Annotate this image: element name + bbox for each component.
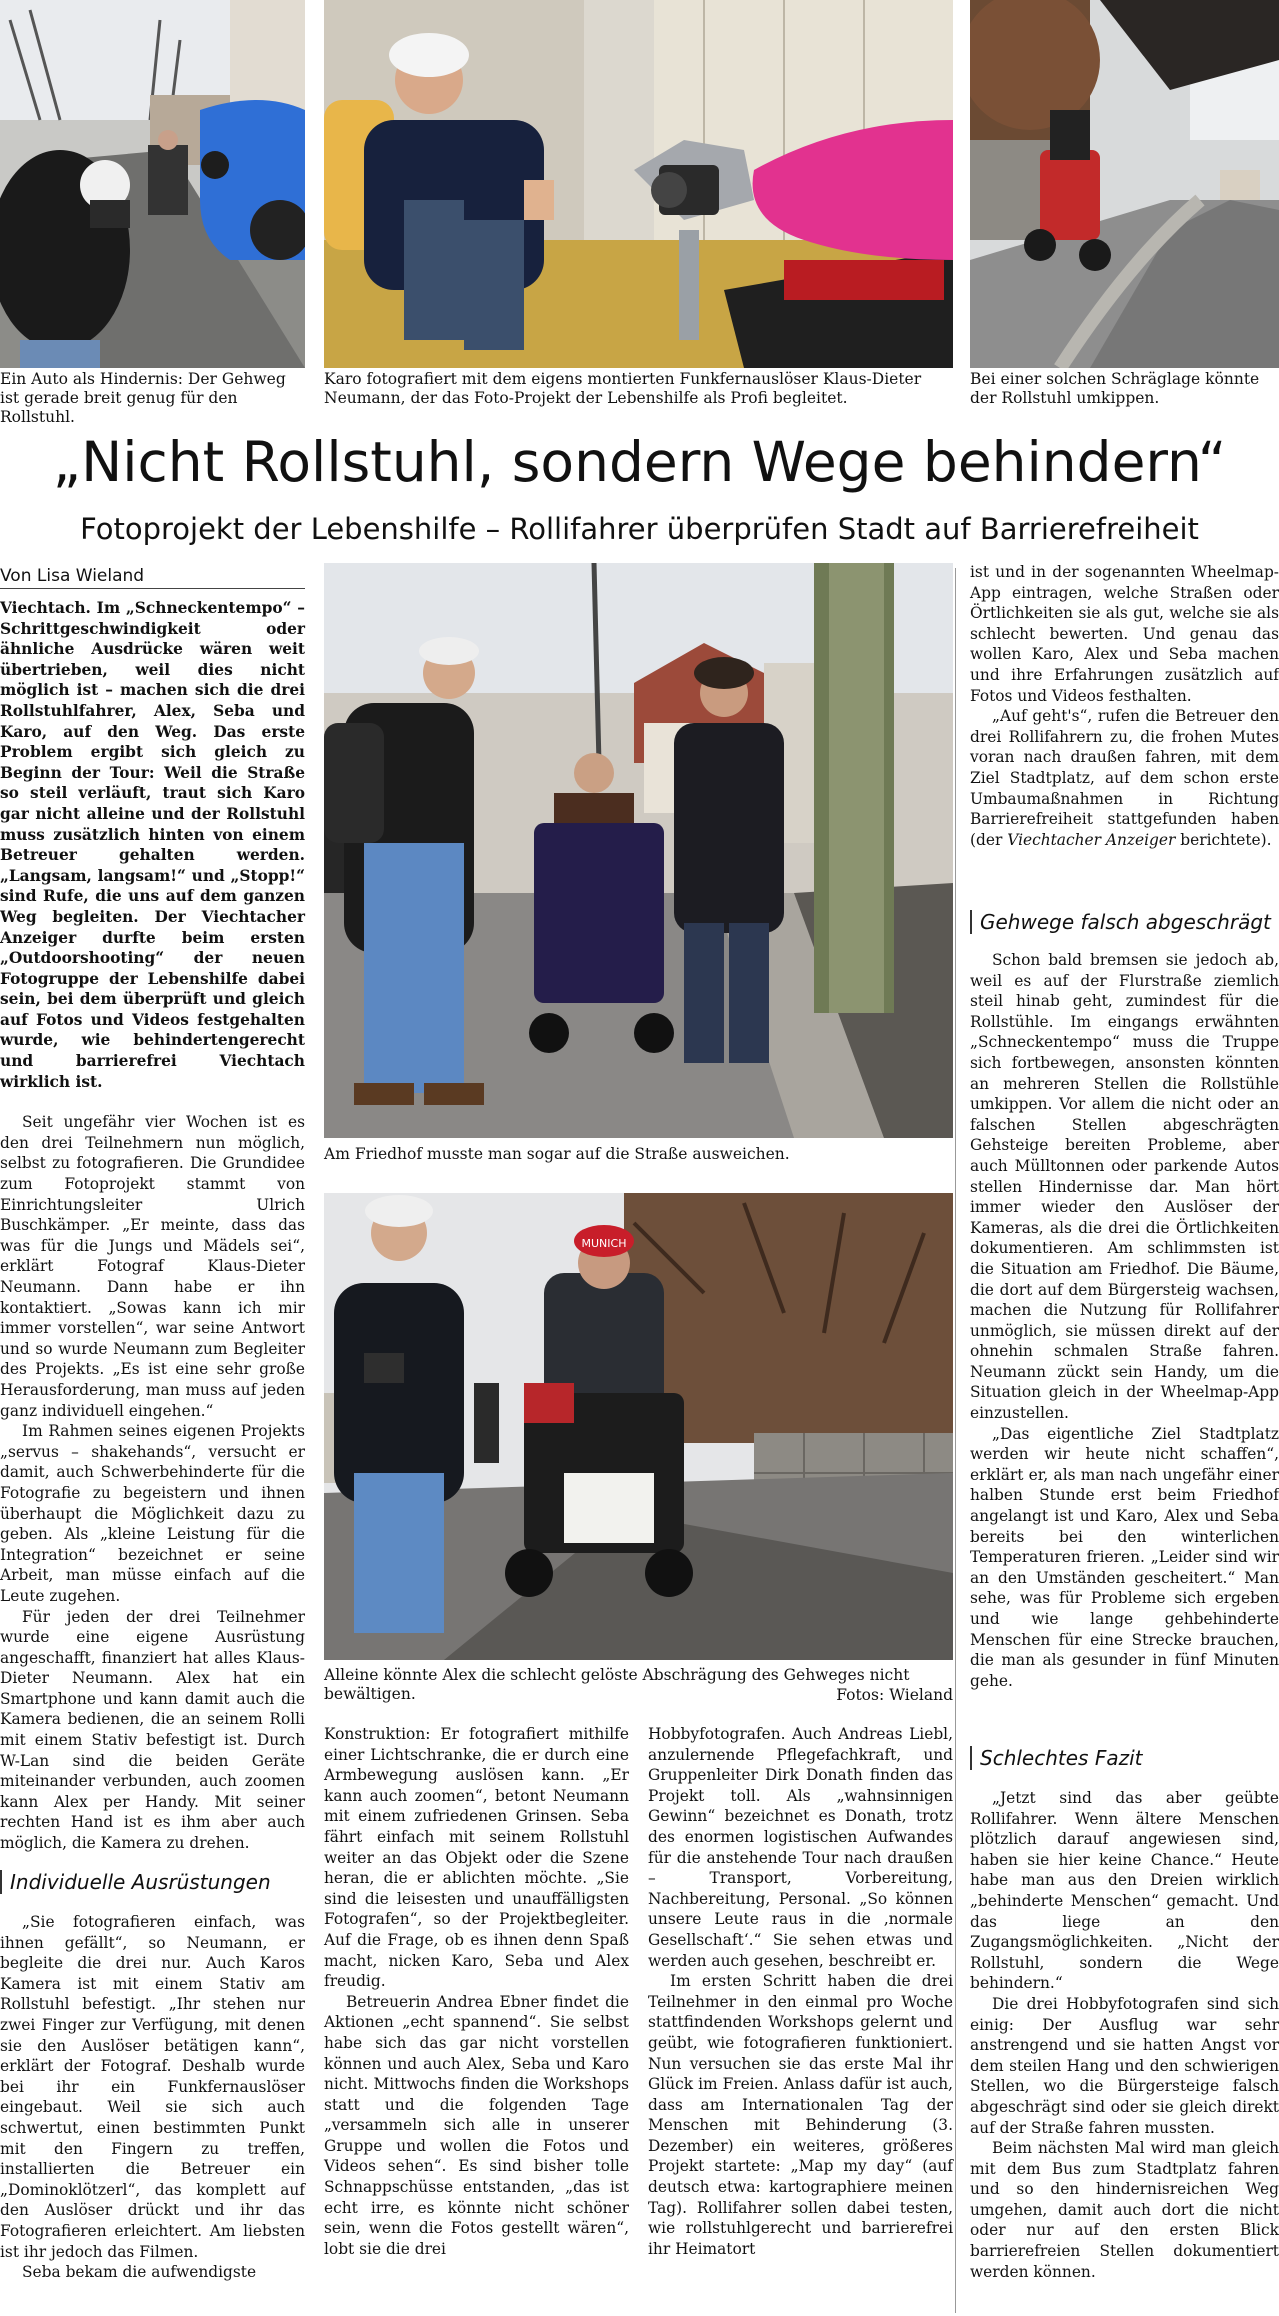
paragraph: Im ersten Schritt haben die drei Teilnehmer in den einmal pro Woche stattfindenden Workshops gelernt und geübt, wie fotografieren funktioniert. Nun versuchen sie das erste Mal ihr Glück im Freien. Anlass dafür ist auch, dass am Internationalen Tag der Menschen mit Behinderung (3. Dezember) ein weiteres, größeres Projekt startete: „Map my day“ (auf deutsch etwa: kartographiere meinen Tag). Rollifahrer sollen dabei testen, wie rollstuhlgerecht und barrierefrei ihr Heimatort (648, 1972, 953, 2258)
text-run: „Auf geht's“, rufen die Betreuer den drei Rollifahrern zu, die frohen Mutes voran nach draußen fahren, mit dem Ziel Stadtplatz, auf dem schon erste Umbaumaßnahmen in Richtung Barrierefreiheit stattgefunden haben (der (970, 707, 1279, 849)
paragraph: „Das eigentliche Ziel Stadtplatz werden wir heute nicht schaffen“, erklärt er, als man nach ungefähr einer halben Stunde erst beim Friedhof angelangt ist und Karo, Alex und Seba bereits bei den winterlichen Temperaturen frieren. „Leider sind wir an den Umständen gescheitert.“ Man sehe, was für Probleme sich ergeben und wie lange gehbehinderte Menschen für eine Strecke brauchen, die man als gesunder in fünf Minuten gehe. (970, 1424, 1279, 1690)
paragraph: Betreuerin Andrea Ebner findet die Aktionen „echt spannend“. Sie selbst habe sich das gar nicht vorstellen können und auch Alex, Seba und Karo nicht. Mittwochs finden die Workshops statt und die folgenden Tage „versammeln sich alle in unserer Gruppe und wollen die Fotos und Videos sehen“. Es sind bisher tolle Schnappschüsse entstanden, „das ist echt irre, es könnte nicht schöner sein, wenn die Fotos gestellt wären“, lobt sie die drei (324, 1992, 629, 2258)
paragraph: Seba bekam die aufwendigste (22, 2263, 257, 2282)
paragraph: Beim nächsten Mal wird man gleich mit dem Bus zum Stadtplatz fahren und so den hindernisreichen Weg umgehen, damit auch dort die nicht oder nur auf den ersten Blick barrierefreien Stellen dokumentiert werden können. (970, 2139, 1279, 2281)
article-lead: Viechtach. Im „Schneckentempo“ – Schrittgeschwindigkeit oder ähnliche Ausdrücke wären weit übertrieben, weil dies nicht möglich ist – machen sich die drei Rollstuhlfahrer, Alex, Seba und Karo, auf den Weg. Das erste Problem ergibt sich gleich zu Beginn der Tour: Weil die Straße so steil verläuft, traut sich Karo gar nicht alleine und der Rollstuhl muss zusätzlich hinten von einem Betreuer gehalten werden. „Langsam, langsam!“ und „Stopp!“ sind Rufe, die uns auf dem ganzen Weg begleiten. Der Viechtacher Anzeiger durfte beim ersten „Outdoorshooting“ der neuen Fotogruppe der Lebenshilfe dabei sein, bei dem überprüft und gleich auf Fotos und Videos festgehalten wurde, wie behindertengerecht und barrierefrei Viechtach wirklich ist. (0, 599, 305, 1091)
cap-text: MUNICH (581, 1237, 627, 1250)
photo-caption: Alleine könnte Alex die schlecht gelöste Abschrägung des Gehweges nicht bewältigen. (324, 1666, 910, 1703)
photo-caption: Am Friedhof musste man sogar auf die Straße ausweichen. (324, 1145, 790, 1163)
article-column-4 (970, 562, 1279, 850)
paragraph: ist und in der sogenannten Wheelmap-App eintragen, welche Straßen oder Örtlichkeiten sie als gut, welche sie als schlecht bewerten. Und genau das wollen Karo, Alex und Seba machen und ihre Erfahrungen zusätzlich auf Fotos und Videos festhalten. (970, 563, 1279, 705)
article-column-1b (0, 1912, 305, 2283)
photo-caption: Bei einer solchen Schräglage könnte der Rollstuhl umkippen. (970, 370, 1260, 407)
paragraph: Schon bald bremsen sie jedoch ab, weil es auf der Flurstraße ziemlich steil hinab geht, zumindest für die Rollstühle. Im eingangs erwähnten „Schneckentempo“ muss die Truppe sich fortbewegen, ansonsten könnten an mehreren Stellen die Rollstühle umkippen. Vor allem die nicht oder an falschen Stellen abgeschrägten Gehsteige bereiten Probleme, aber auch Mülltonnen oder parkende Autos stellen Hindernisse dar. Man hört immer wieder den Auslöser der Kameras, als die drei die Örtlichkeiten dokumentieren. Am schlimmsten ist die Situation am Friedhof. Die Bäume, die dort auf dem Bürgersteig wachsen, machen die Nutzung für Rollifahrer unmöglich, sie müssen direkt auf der ohnehin schmalen Straße fahren. Neumann zückt sein Handy, um die Situation gleich in der Wheelmap-App einzustellen. (970, 951, 1279, 1423)
subheading: Gehwege falsch abgeschrägt (970, 910, 1278, 934)
paragraph: Für jeden der drei Teilnehmer wurde eine eigene Ausrüstung angeschafft, finanziert hat alles Klaus-Dieter Neumann. Alex hat ein Smartphone und kann damit auch die Kamera bedienen, die an seinem Rolli mit einem Stativ befestigt ist. Durch W-Lan sind die beiden Geräte miteinander verbunden, auch zoomen kann Alex per Handy. Mit seiner rechten Hand ist es ihm aber auch möglich, die Kamera zu drehen. (0, 1607, 305, 1853)
subheading: Schlechtes Fazit (970, 1746, 1278, 1770)
text-run: berichtete). (1175, 830, 1272, 849)
divider (0, 588, 305, 589)
photo-cemetery-street (324, 563, 953, 1138)
paragraph: Hobbyfotografen. Auch Andreas Liebl, anzulernende Pflegefachkraft, und Gruppenleiter Dirk Donath finden das Projekt toll. Als „wahnsinnigen Gewinn“ bezeichnet es Donath, trotz des enormen logistischen Aufwandes für die anstehende Tour nach draußen – Transport, Vorbereitung, Nachbereitung, Personal. „So können unsere Leute raus in die ‚normale Gesellschaft‘.“ Sie sehen etwas und werden auch gesehen, beschreibt er. (648, 1725, 953, 1970)
photo-caption: Karo fotografiert mit dem eigens montierten Funkfernauslöser Klaus-Dieter Neumann, der das Foto-Projekt der Lebenshilfe als Profi begleitet. (324, 370, 922, 407)
article-column-3 (648, 1724, 953, 2259)
article-column-1 (0, 598, 305, 1854)
paragraph: Die drei Hobbyfotografen sind sich einig: Der Ausflug war sehr anstrengend und sie hatten Angst vor dem steilen Hang und den schwierigen Stellen, wo die Bürgersteige falsch abgeschrägt sind oder sie gleich direkt auf der Straße fahren mussten. (970, 1994, 1279, 2137)
subheadline: Fotoprojekt der Lebenshilfe – Rollifahrer überprüfen Stadt auf Barrierefreiheit (80, 512, 1199, 546)
paragraph: „Jetzt sind das aber geübte Rollifahrer. Wenn ältere Menschen plötzlich darauf angewiesen sind, haben sie hier keine Chance.“ Heute habe man aus den Dreien wirklich „behinderte Menschen“ gemacht. Und das liege an den Zugangsmöglichkeiten. „Nicht der Rollstuhl, sondern die Wege behindern.“ (970, 1789, 1279, 1993)
paragraph: Im Rahmen seines eigenen Projekts „servus – shakehands“, versucht er damit, auch Schwerbehinderte für die Fotografie zu begeistern und ihnen überhaupt die Möglichkeit dazu zu geben. Als „kleine Leistung für die Integration“ bezeichnet er seine Arbeit, man müsse einfach auf die Leute zugehen. (0, 1422, 305, 1605)
photo-curb-ramp (324, 1193, 953, 1660)
photo-karo-shooting (324, 0, 953, 368)
subheading: Individuelle Ausrüstungen (0, 1870, 300, 1894)
paragraph (970, 706, 1279, 850)
byline: Von Lisa Wieland (0, 566, 145, 586)
newspaper-name: Viechtacher Anzeiger (1007, 830, 1176, 849)
photo-car-obstacle (0, 0, 305, 368)
paragraph: Seit ungefähr vier Wochen ist es den drei Teilnehmern nun möglich, selbst zu fotografieren. Die Grundidee zum Fotoprojekt stammt von Einrichtungsleiter Ulrich Buschkämper. „Er meinte, dass das was für die Jungs und Mädels sei“, erklärt Fotograf Klaus-Dieter Neumann. Dann habe er ihn kontaktiert. „Sowas kann ich mir immer vorstellen“, war seine Antwort und so wurde Neumann zum Begleiter des Projekts. „Es ist eine sehr große Herausforderung, man muss auf jeden ganz individuell eingehen.“ (0, 1113, 305, 1420)
divider (955, 568, 956, 2313)
photo-credit: Fotos: Wieland (836, 1686, 953, 1704)
paragraph: „Sie fotografieren einfach, was ihnen gefällt“, so Neumann, er begleite die drei nur. Auch Karos Kamera ist mit einem Stativ am Rollstuhl befestigt. „Ihr stehen nur zwei Finger zur Verfügung, mit denen sie den Auslöser betätigen kann“, erklärt der Fotograf. Deshalb wurde bei ihr ein Funkfernauslöser eingebaut. Weil sie sich auch schwertut, einen bestimmten Punkt mit den Fingern zu treffen, installierten die Betreuer ein „Dominoklötzerl“, das komplett auf den Auslöser drückt und ihr das Fotografieren erleichtert. Am liebsten ist ihr jedoch das Filmen. (0, 1913, 305, 2261)
photo-slanted-sidewalk (970, 0, 1279, 368)
paragraph: Konstruktion: Er fotografiert mithilfe einer Lichtschranke, die er durch eine Armbewegung auslösen kann. „Er kann auch zoomen“, betont Neumann mit einem zufriedenen Grinsen. Seba fährt einfach mit seinem Rollstuhl weiter an das Objekt oder die Szene heran, die er ablichten möchte. „Sie sind die leisesten und unauffälligsten Fotografen“, so der Projektbegleiter. Auf die Frage, ob es ihnen denn Spaß macht, nicken Karo, Seba und Alex freudig. (324, 1725, 629, 1991)
article-column-4c (970, 1788, 1279, 2282)
article-column-2 (324, 1724, 629, 2259)
headline: „Nicht Rollstuhl, sondern Wege behindern“ (52, 430, 1227, 494)
article-column-4b (970, 950, 1279, 1691)
photo-caption: Ein Auto als Hindernis: Der Gehweg ist gerade breit genug für den Rollstuhl. (0, 370, 286, 426)
